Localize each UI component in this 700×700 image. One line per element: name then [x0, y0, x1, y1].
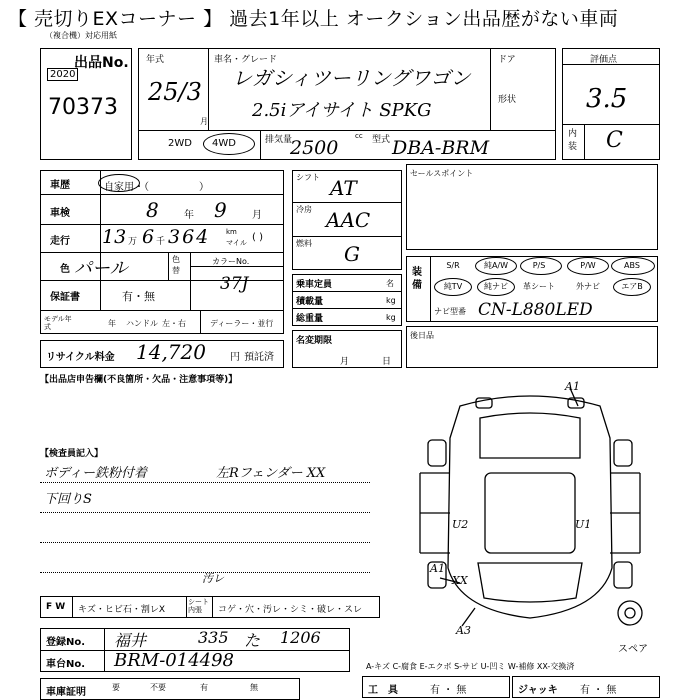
damage-a1-top: A1	[565, 380, 580, 393]
displacement-label: 排気量	[265, 135, 293, 145]
seat-items: コゲ・穴・汚レ・シミ・破レ・スレ	[218, 605, 363, 615]
circle-tv	[434, 278, 472, 296]
inspection-year: 8	[146, 198, 159, 222]
capacity-label: 乗車定員	[296, 280, 333, 290]
equip-abs: ABS	[624, 261, 640, 270]
damage-a1-left: A1	[430, 562, 445, 575]
jack-value: 有 ・ 無	[580, 685, 617, 696]
lot-label: 出品No.	[74, 55, 129, 71]
tools-value: 有 ・ 無	[430, 685, 467, 696]
fw-items: キズ・ヒビ石・割レX	[78, 605, 165, 615]
mileage-thousand: 6	[142, 226, 155, 248]
jack-label: ジャッキ	[518, 685, 558, 696]
tools-label: 工 具	[368, 685, 398, 696]
equipment-label: 装備	[412, 267, 422, 291]
year-month-mark: 月	[200, 117, 208, 126]
aircon-label: 冷房	[296, 205, 312, 214]
shape-label: 形状	[498, 95, 517, 105]
weight-label: 総重量	[296, 314, 324, 324]
post-report-label: 後日品	[410, 331, 434, 340]
spare-label: スペア	[618, 644, 648, 655]
car-name-line1: レガシィツーリングワゴン	[232, 66, 471, 90]
aircon-value: AAC	[326, 208, 371, 232]
sales-point-label: セールスポイント	[410, 169, 474, 178]
damage-a3: A3	[456, 624, 471, 637]
interior-value: C	[606, 128, 623, 153]
handle-label: ハンドル	[126, 319, 158, 328]
fuel-label: 燃料	[296, 239, 312, 248]
inspection-month-unit: 月	[252, 210, 262, 221]
header-banner	[0, 0, 700, 32]
recycle-unit: 円	[230, 352, 240, 363]
mileage-unit-km: km	[226, 228, 237, 236]
cert-item-1: 要	[112, 683, 120, 692]
inspection-year-unit: 年	[184, 210, 194, 221]
recycle-label: リサイクル料金	[46, 352, 115, 363]
damage-legend: A-キズ C-腐食 E-エクボ S-サビ U-凹ミ W-補修 XX-交換済	[366, 662, 575, 671]
circle-abs	[611, 257, 655, 275]
inspector-note-3: 下回りS	[44, 492, 92, 507]
car-diagram	[400, 378, 660, 638]
color-label: 色	[60, 264, 70, 275]
mileage-paren: ( )	[252, 232, 263, 243]
history-label: 車歴	[50, 180, 70, 191]
inspector-note-1: ボディー鉄粉付着	[44, 466, 147, 481]
score-label: 評価点	[590, 55, 618, 65]
registration-label: 登録No.	[46, 637, 86, 648]
chassis-label: 車台No.	[46, 659, 86, 670]
shift-label: シフト	[296, 173, 320, 182]
circle-navi	[477, 278, 515, 296]
chassis-value: BRM-014498	[114, 650, 235, 671]
model-year-unit: 年	[108, 319, 116, 328]
displacement-value: 2500	[290, 137, 339, 159]
inspector-note-2: 左Rフェンダー XX	[216, 466, 326, 481]
equip-ext-navi: 外ナビ	[576, 282, 600, 291]
history-value: 自家用・（ ）	[104, 182, 209, 193]
cert-item-2: 不要	[150, 683, 166, 692]
weight-unit: kg	[386, 313, 396, 322]
name-change-label: 名変期限	[296, 336, 333, 346]
seat-label: シート内張	[188, 598, 209, 614]
equip-navi: 純ナビ	[484, 282, 508, 291]
registration-kana: た	[244, 631, 261, 650]
drive-4wd: 4WD	[212, 138, 236, 149]
interior-label: 内装	[568, 129, 578, 152]
check-mark-above: 汚レ	[202, 572, 224, 585]
mileage-rest: 364	[168, 226, 211, 248]
equip-pw: P/W	[580, 261, 596, 270]
warranty-value: 有・無	[122, 290, 155, 303]
equip-airbag: エアB	[621, 282, 643, 291]
circle-airbag	[613, 278, 651, 296]
year-value: 25/3	[148, 78, 202, 106]
fw-label: F W	[46, 602, 66, 612]
shift-value: AT	[330, 176, 357, 200]
year-label: 年式	[146, 55, 165, 65]
registration-class: 335	[198, 628, 229, 647]
mileage-man-unit: 万	[128, 237, 138, 247]
circle-ps	[520, 257, 562, 275]
equip-tv: 純TV	[443, 282, 463, 291]
model-year-label: モデル年式	[44, 315, 72, 331]
lot-year: 2020	[47, 68, 78, 81]
load-label: 積載量	[296, 297, 324, 307]
recycle-note: 預託済	[244, 352, 274, 363]
post-report-box	[406, 326, 658, 368]
mileage-man: 13	[102, 226, 127, 248]
top-note: （複合機）対応用紙	[45, 31, 117, 40]
handle-value: 左・右	[162, 319, 186, 328]
circle-pw	[567, 257, 609, 275]
navi-model-value: CN-L880LED	[478, 300, 593, 320]
inspector-title: 【検査員記入】	[40, 449, 104, 459]
lot-number: 70373	[48, 95, 118, 120]
circle-aw	[475, 257, 517, 275]
name-label: 車名・グレード	[214, 55, 278, 65]
drive-2wd: 2WD	[168, 138, 192, 149]
colorno-value: 37J	[220, 274, 249, 294]
mileage-unit-mile: マイル	[226, 239, 247, 247]
equip-aw: 純A/W	[483, 261, 509, 270]
equip-leather: 革シート	[523, 282, 555, 291]
registration-number: 1206	[280, 628, 321, 647]
mileage-thousand-unit: 千	[156, 237, 166, 247]
notice-title: 【出品店申告欄(不良箇所・欠品・注意事項等)】	[40, 375, 238, 385]
warranty-label: 保証書	[50, 292, 80, 303]
inspection-month: 9	[214, 198, 227, 222]
recycle-value: 14,720	[136, 340, 206, 364]
dealer-label: ディーラー・並行	[210, 319, 274, 328]
equip-ps: P/S	[532, 261, 546, 270]
score-value: 3.5	[586, 84, 628, 114]
name-change-month: 月	[340, 357, 350, 367]
model-value: DBA-BRM	[392, 137, 490, 159]
inspection-label: 車検	[50, 208, 70, 219]
car-name-line2: 2.5iアイサイト SPKG	[252, 100, 432, 121]
equip-sr: S/R	[446, 261, 460, 270]
registration-place: 福井	[114, 631, 147, 650]
banner-text: 【 売切りEXコーナー 】 過去1年以上 オークション出品歴がない車両	[8, 8, 619, 30]
load-unit: kg	[386, 296, 396, 305]
model-label: 型式	[372, 135, 391, 145]
repaint-label: 色替	[172, 255, 180, 275]
damage-u1: U1	[575, 518, 592, 531]
door-label: ドア	[498, 55, 516, 65]
cert-label: 車庫証明	[46, 687, 86, 698]
damage-xx: XX	[452, 574, 468, 587]
fuel-value: G	[344, 242, 360, 266]
damage-u2: U2	[452, 518, 469, 531]
name-change-day: 日	[382, 357, 392, 367]
mileage-label: 走行	[50, 236, 70, 247]
displacement-unit: cc	[355, 132, 363, 140]
navi-model-label: ナビ型番	[434, 307, 466, 316]
cert-item-4: 無	[250, 683, 258, 692]
colorno-label: カラーNo.	[212, 257, 250, 266]
cert-item-3: 有	[200, 683, 208, 692]
capacity-unit: 名	[386, 279, 394, 288]
color-value: パール	[74, 258, 128, 279]
